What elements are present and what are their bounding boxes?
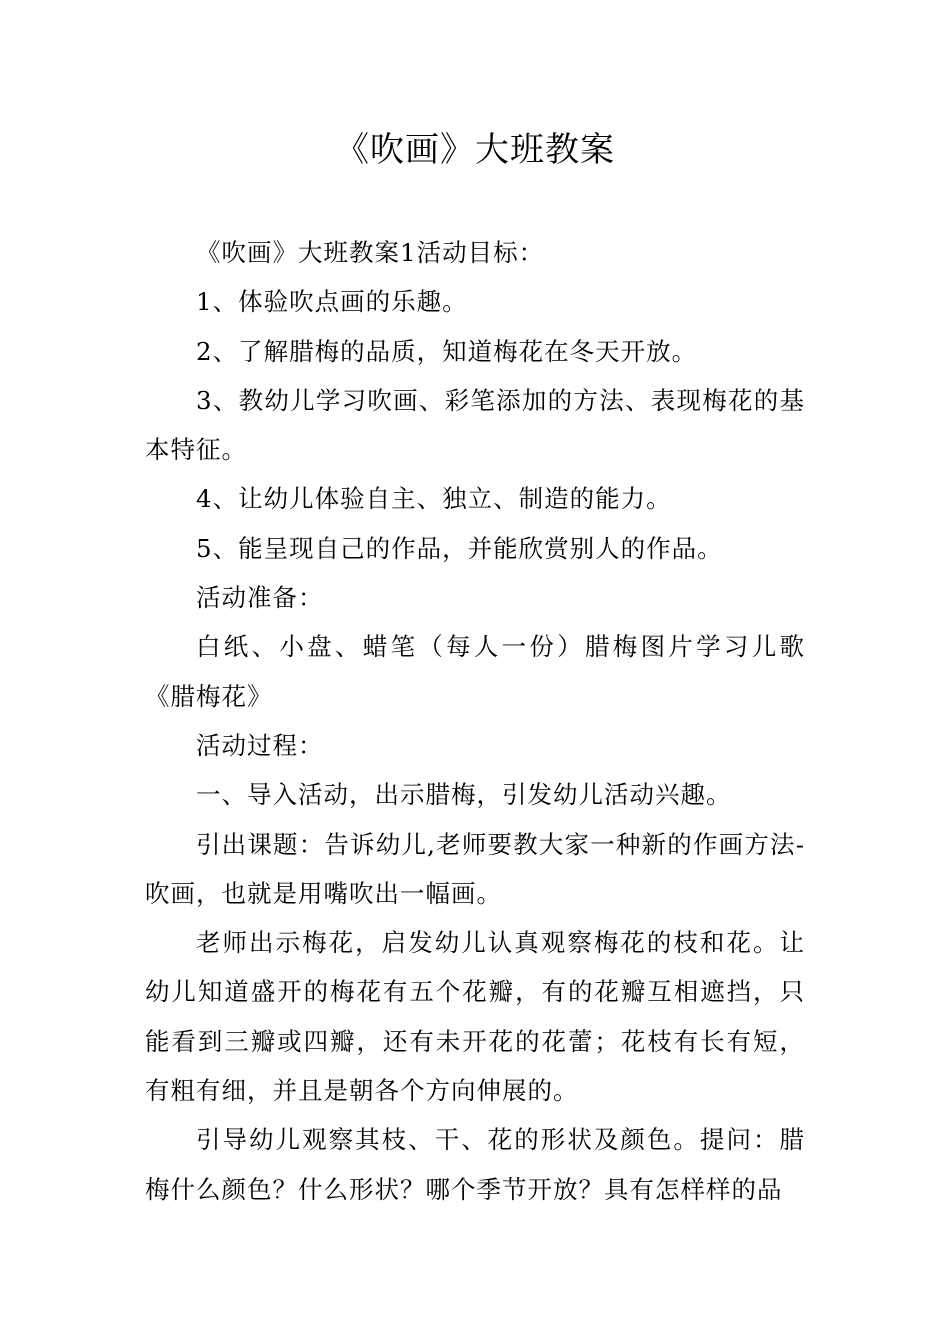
paragraph-objective-2: 2、了解腊梅的品质，知道梅花在冬天开放。 [196,336,698,366]
paragraph-step-1: 一、导入活动，出示腊梅，引发幼儿活动兴趣。 [196,780,732,810]
paragraph-objective-4: 4、让幼儿体验自主、独立、制造的能力。 [196,484,672,514]
paragraph-preparation-heading: 活动准备： [196,583,324,613]
paragraph-objective-3: 3、教幼儿学习吹画、彩笔添加的方法、表现梅花的基本特征。 [145,385,805,465]
paragraph-process-heading: 活动过程： [196,730,324,760]
paragraph-objective-1: 1、体验吹点画的乐趣。 [196,287,468,317]
paragraph-introduce-topic: 引出课题：告诉幼儿,老师要教大家一种新的作画方法-吹画，也就是用嘴吹出一幅画。 [145,829,805,908]
paragraph-observe-plum: 老师出示梅花，启发幼儿认真观察梅花的枝和花。让幼儿知道盛开的梅花有五个花瓣，有的花瓣互相遮挡，只能看到三瓣或四瓣，还有未开花的花蕾；花枝有长有短，有粗有细，并且是朝各个方向伸展的。 [145,928,805,1106]
paragraph-preparation-materials: 白纸、小盘、蜡笔（每人一份）腊梅图片学习儿歌《腊梅花》 [145,632,805,711]
document-body [145,228,805,1214]
document-title: 《吹画》大班教案 [335,130,615,170]
paragraph-objectives-heading: 《吹画》大班教案1活动目标： [196,238,545,267]
paragraph-objective-5: 5、能呈现自己的作品，并能欣赏别人的作品。 [196,533,723,563]
paragraph-guide-observation: 引导幼儿观察其枝、干、花的形状及颜色。提问：腊梅什么颜色？什么形状？哪个季节开放？具有怎样样的品 [145,1125,805,1204]
